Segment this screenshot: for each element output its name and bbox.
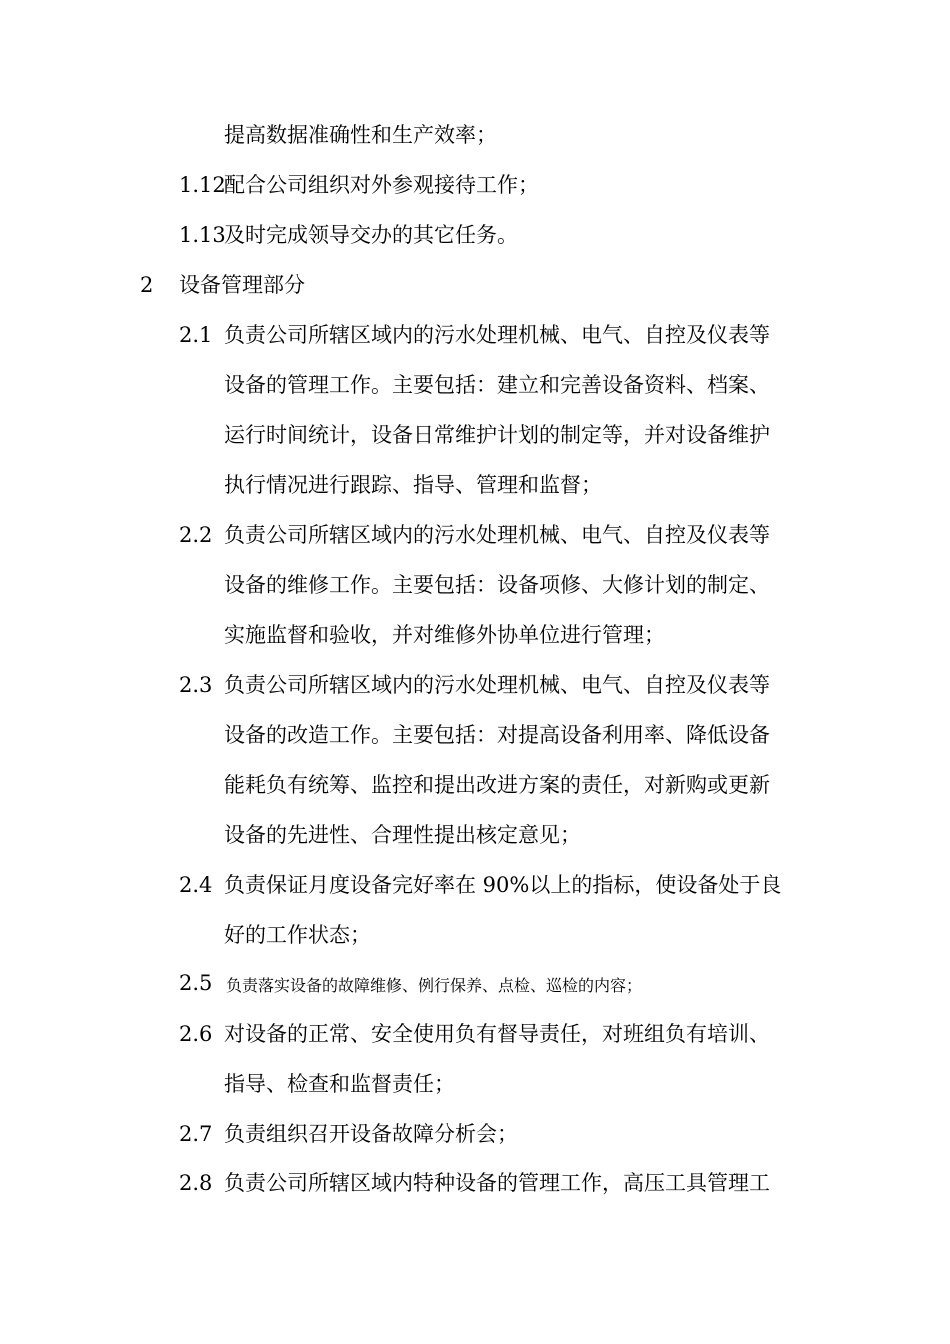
item-text-1-12: 配合公司组织对外参观接待工作； bbox=[224, 173, 539, 197]
item-line: 设备的改造工作。主要包括：对提高设备利用率、降低设备 bbox=[224, 723, 770, 747]
item-line: 负责公司所辖区域内特种设备的管理工作，高压工具管理工 bbox=[224, 1171, 770, 1195]
item-line: 执行情况进行跟踪、指导、管理和监督； bbox=[224, 473, 602, 497]
item-number-1-13: 1.13 bbox=[179, 223, 226, 247]
item-line: 实施监督和验收，并对维修外协单位进行管理； bbox=[224, 623, 665, 647]
item-line: 负责落实设备的故障维修、例行保养、点检、巡检的内容； bbox=[226, 976, 643, 995]
section-number: 2 bbox=[140, 273, 154, 297]
item-number-2-3: 2.3 bbox=[179, 673, 213, 697]
item-line: 负责公司所辖区域内的污水处理机械、电气、自控及仪表等 bbox=[224, 673, 770, 697]
item-number-2-6: 2.6 bbox=[179, 1022, 213, 1046]
item-line: 设备的先进性、合理性提出核定意见； bbox=[224, 823, 581, 847]
item-line: 好的工作状态； bbox=[224, 923, 371, 947]
item-line: 能耗负有统筹、监控和提出改进方案的责任，对新购或更新 bbox=[224, 773, 770, 797]
item-line: 指导、检查和监督责任； bbox=[224, 1072, 455, 1096]
item-line: 对设备的正常、安全使用负有督导责任，对班组负有培训、 bbox=[224, 1022, 770, 1046]
item-number-2-2: 2.2 bbox=[179, 523, 213, 547]
item-line: 负责组织召开设备故障分析会； bbox=[224, 1122, 518, 1146]
continuation-line: 提高数据准确性和生产效率； bbox=[224, 123, 497, 147]
item-line: 负责公司所辖区域内的污水处理机械、电气、自控及仪表等 bbox=[224, 523, 770, 547]
item-line: 设备的管理工作。主要包括：建立和完善设备资料、档案、 bbox=[224, 373, 770, 397]
item-number-2-8: 2.8 bbox=[179, 1171, 213, 1195]
item-number-2-1: 2.1 bbox=[179, 323, 213, 347]
section-title: 设备管理部分 bbox=[179, 273, 305, 297]
item-number-1-12: 1.12 bbox=[179, 173, 226, 197]
item-line: 设备的维修工作。主要包括：设备项修、大修计划的制定、 bbox=[224, 573, 770, 597]
item-text-1-13: 及时完成领导交办的其它任务。 bbox=[224, 223, 518, 247]
item-line: 负责保证月度设备完好率在 90%以上的指标，使设备处于良 bbox=[224, 873, 782, 897]
item-number-2-4: 2.4 bbox=[179, 873, 213, 897]
item-number-2-7: 2.7 bbox=[179, 1122, 213, 1146]
item-line: 负责公司所辖区域内的污水处理机械、电气、自控及仪表等 bbox=[224, 323, 770, 347]
item-line: 运行时间统计，设备日常维护计划的制定等，并对设备维护 bbox=[224, 423, 770, 447]
item-number-2-5: 2.5 bbox=[179, 971, 213, 995]
